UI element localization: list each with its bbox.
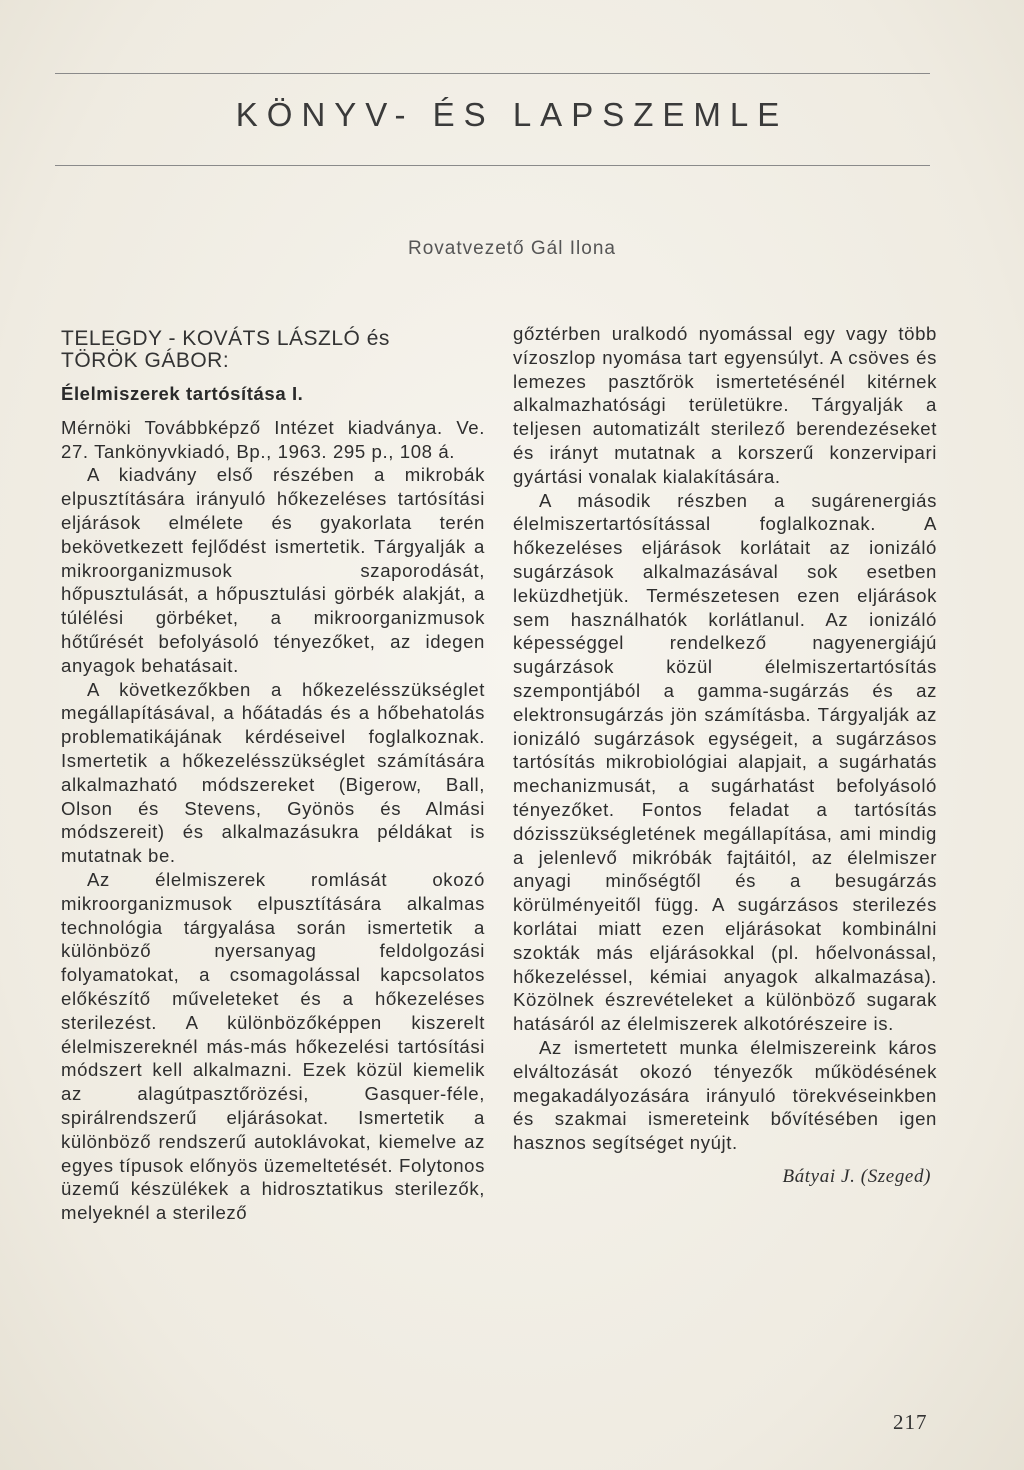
paragraph: Az ismertetett munka élelmiszereink káros elváltozását okozó tényezők működésének megakadályozására irányuló törekvéseinkben és szakmai ismereteink bővítésében igen hasznos segítséget nyújt. bbox=[513, 1036, 937, 1154]
paragraph: gőztérben uralkodó nyomással egy vagy több vízoszlop nyomása tart egyensúlyt. A csöves és lemezes pasztőrök ismertetésénél kitérnek alkalmazhatósági területükre. Tárgyalják a teljesen automatizált sterilező berendezéseket és irányt mutatnak a korszerű konzervipari gyártási vonalak kialakítására. bbox=[513, 323, 937, 487]
paragraph: Az élelmiszerek romlását okozó mikroorganizmusok elpusztítására alkalmas technológia tárgyalása során ismertetik a különböző nyersanyag feldolgozási folyamatokat, a csomagolással kapcsolatos előkészítő műveleteket és a hőkezeléses sterilezést. A különbözőképpen kiszerelt élelmiszereknél más-más hőkezelési tartósítási módszert kell alkalmazni. Ezek közül kiemelik az alagútpasztőrözési, Gasquer-féle, spirálrendszerű eljárásokat. Ismertetik a különböző rendszerű autoklávokat, kiemelve az egyes típusok előnyös üzemeltetését. Folytonos üzemű készülékek a hidrosztatikus sterilezők, melyeknél a sterilező bbox=[61, 868, 485, 1224]
review-authors bbox=[61, 328, 485, 372]
authors-line-2: TÖRÖK GÁBOR: bbox=[61, 349, 230, 372]
authors-line-1: TELEGDY - KOVÁTS LÁSZLÓ és bbox=[61, 327, 390, 350]
page-number: 217 bbox=[893, 1410, 928, 1434]
header-top-rule bbox=[55, 73, 930, 74]
right-column bbox=[513, 322, 937, 1189]
reviewer-signature: Bátyai J. (Szeged) bbox=[782, 1165, 931, 1187]
column-editor: Rovatvezető Gál Ilona bbox=[408, 238, 616, 259]
book-metadata: Mérnöki Továbbképző Intézet kiadványa. Ve. 27. Tankönyvkiadó, Bp., 1963. 295 p., 108 á. bbox=[61, 416, 485, 462]
section-title: KÖNYV- ÉS LAPSZEMLE bbox=[235, 96, 789, 133]
header-bottom-rule bbox=[55, 165, 930, 166]
paragraph: A második részben a sugárenergiás élelmiszertartósítással foglalkoznak. A hőkezeléses eljárások korlátait az ionizáló sugárzások alkalmazásával sok esetben leküzdhetjük. Természetesen ezen eljárások sem használhatók korlátlanul. Az ionizáló képességgel rendelkező nagyenergiájú sugárzások közül élelmiszertartósítás szempontjából a gamma-sugárzás és az elektronsugárzás jön számításba. Tárgyalják az ionizáló sugárzások egységeit, a sugárzásos tartósítás mikrobiológiai alapjait, a sugárhatás mechanizmusát, a sugárhatást befolyásoló tényezőket. Fontos feladat a tartósítás dózisszükségletének megállapítása, ami mindig a jelenlevő mikróbák fajtáitól, az élelmiszer anyagi minőségtől és a besugárzás körülményeitől függ. A sugárzásos sterilezés korlátai miatt ezen eljárásokat kombinálni szokták más eljárásokkal (pl. hőelvonással, hőkezeléssel, kémiai anyagok alkalmazása). Közölnek észrevételeket a különböző sugarak hatásáról az élelmiszerek alkotórészeire is. bbox=[513, 489, 937, 1035]
left-column bbox=[61, 322, 485, 1225]
paragraph: A kiadvány első részében a mikrobák elpusztítására irányuló hőkezeléses tartósítási eljárások elmélete és gyakorlata terén bekövetkezett fejlődést ismertetik. Tárgyalják a mikroorganizmusok szaporodását, hőpusztulását, a hőpusztulási görbék alakját, a túlélési görbéket, a mikroorganizmusok hőtűrését befolyásoló tényezőket, az idegen anyagok behatásait. bbox=[61, 464, 485, 676]
book-title: Élelmiszerek tartósítása I. bbox=[61, 383, 304, 404]
paragraph: A következőkben a hőkezelésszükséglet megállapításával, a hőátadás és a hőbehatolás problematikájának kérdéseivel foglalkoznak. Ismertetik a hőkezelésszükséglet számítására alkalmazható módszereket (Bigerow, Ball, Olson és Stevens, Gyönös és Almási módszereit) és alkalmazásukra példákat is mutatnak be. bbox=[61, 678, 485, 867]
